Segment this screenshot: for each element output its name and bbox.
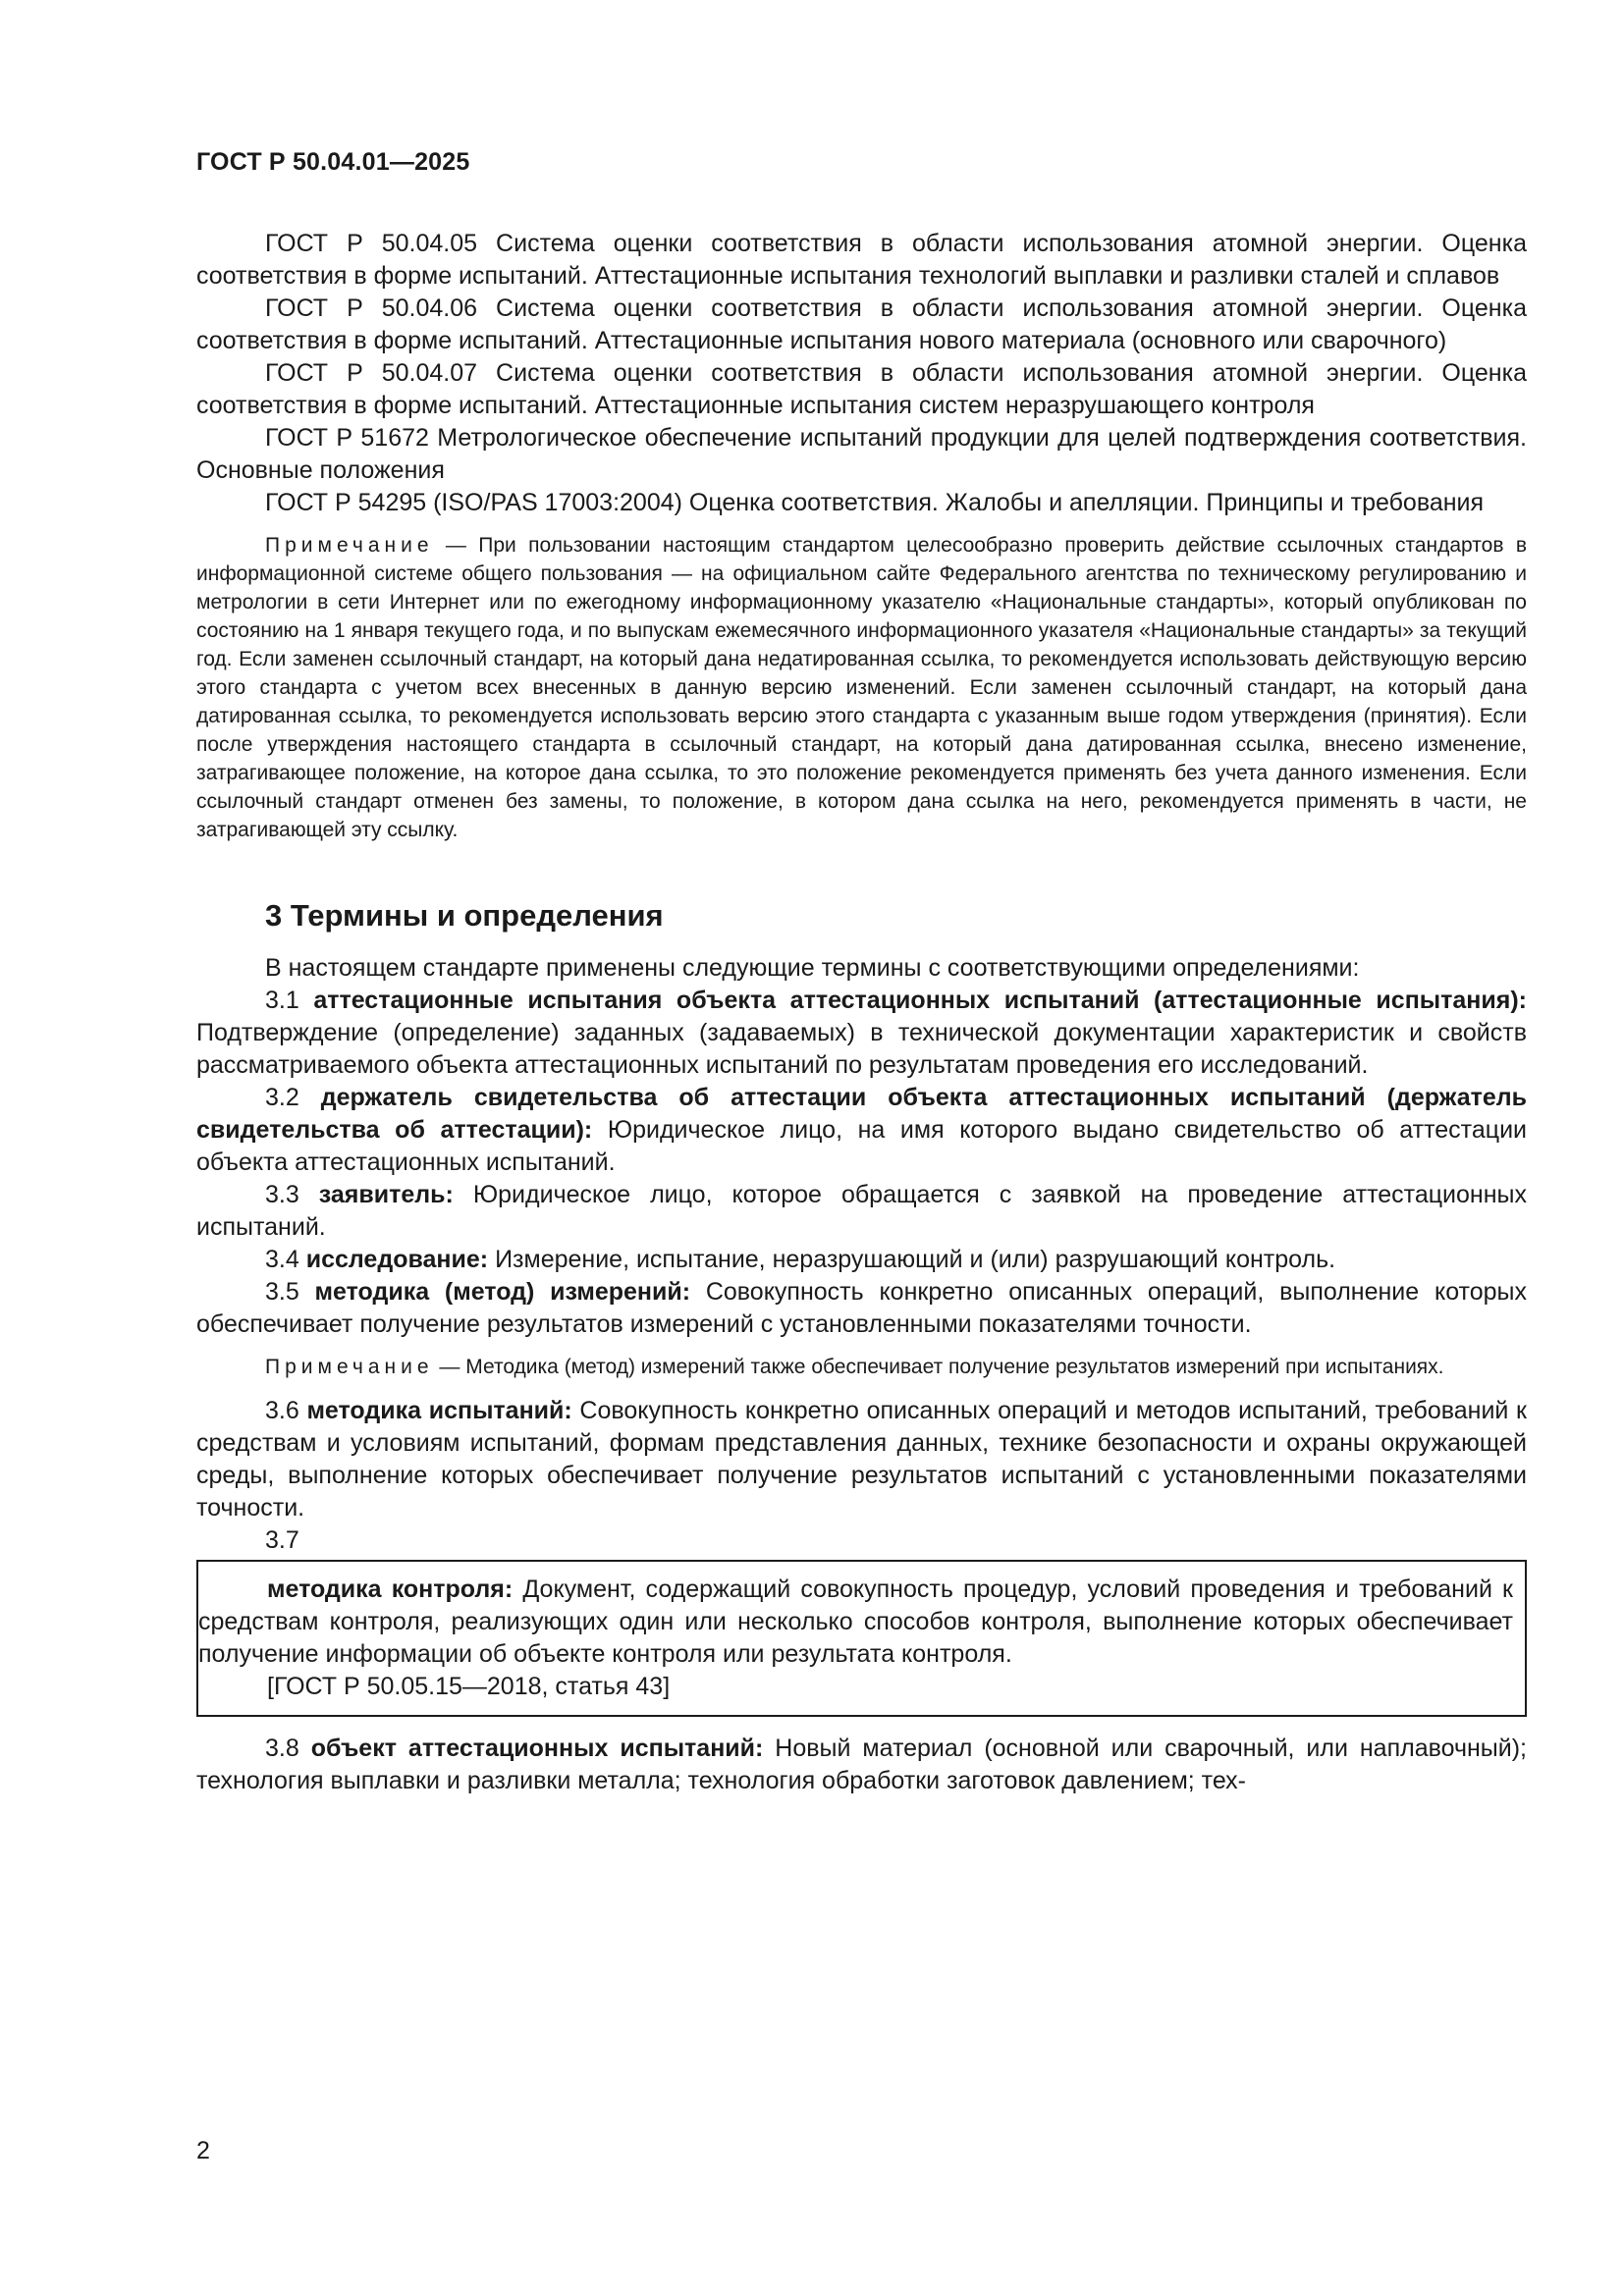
term-name: заявитель:: [318, 1181, 454, 1208]
term-number: 3.1: [265, 987, 314, 1014]
term-source: [ГОСТ Р 50.05.15—2018, статья 43]: [267, 1673, 671, 1700]
term-name: методика испытаний:: [306, 1397, 572, 1424]
term-3-8: [196, 1733, 1527, 1797]
note-label: Примечание: [265, 1356, 434, 1378]
term-definition: Юридическое лицо, на имя которого выдано свидетельство об аттестации объекта аттестационных испытаний.: [196, 1116, 1527, 1176]
term-definition: Совокупность конкретно описанных операций и методов испытаний, требований к средствам и условиям испытаний, формам представления данных, технике безопасности и охраны окружающей среды, выполнение которых обеспечивает получение результатов испытаний с установленными показателями точности.: [196, 1397, 1527, 1522]
term-3-6: [196, 1395, 1527, 1524]
note-text: — При пользовании настоящим стандартом целесообразно проверить действие ссылочных стандартов в информационной системе общего пользования — на официальном сайте Федерального агентства по техническому регулированию и метрологии в сети Интернет или по ежегодному информационному указателю «Национальные стандарты», который опубликован по состоянию на 1 января текущего года, и по выпускам ежемесячного информационного указателя «Национальные стандарты» за текущий год. Если заменен ссылочный стандарт, на который дана недатированная ссылка, то рекомендуется использовать действующую версию этого стандарта с учетом всех внесенных в данную версию изменений. Если заменен ссылочный стандарт, на который дана датированная ссылка, то рекомендуется использовать версию этого стандарта с указанным выше годом утверждения (принятия). Если после утверждения настоящего стандарта в ссылочный стандарт, на который дана датированная ссылка, внесено изменение, затрагивающее положение, на которое дана ссылка, то это положение рекомендуется применять без учета данного изменения. Если ссылочный стандарт отменен без замены, то положение, в котором дана ссылка на него, рекомендуется применять в части, не затрагивающей эту ссылку.: [196, 534, 1527, 841]
document-header-code: ГОСТ Р 50.04.01—2025: [196, 148, 470, 176]
section-heading: 3 Термины и определения: [265, 898, 664, 933]
reference-item: ГОСТ Р 51672 Метрологическое обеспечение испытаний продукции для целей подтверждения соответствия. Основные положения: [196, 424, 1527, 484]
term-3-3: [196, 1179, 1527, 1244]
term-number: 3.2: [265, 1084, 321, 1111]
term-3-2: [196, 1082, 1527, 1179]
reference-item: ГОСТ Р 50.04.07 Система оценки соответствия в области использования атомной энергии. Оценка соответствия в форме испытаний. Аттестационные испытания систем неразрушающего контроля: [196, 359, 1527, 419]
term-name: объект аттестационных испытаний:: [310, 1735, 764, 1762]
term-3-1: [196, 985, 1527, 1082]
term-definition: Документ, содержащий совокупность процедур, условий проведения и требований к средствам контроля, реализующих один или несколько способов контроля, выполнение которых обеспечивает получение информации об объекте контроля или результата контроля.: [198, 1575, 1513, 1668]
reference-item: ГОСТ Р 54295 (ISO/PAS 17003:2004) Оценка соответствия. Жалобы и апелляции. Принципы и требования: [265, 489, 1485, 516]
term-number: 3.8: [265, 1735, 311, 1762]
section-intro: В настоящем стандарте применены следующие термины с соответствующими определениями:: [265, 954, 1360, 982]
term-3-4: [196, 1244, 1527, 1276]
term-name: аттестационные испытания объекта аттестационных испытаний (аттестационные испытания):: [313, 987, 1527, 1014]
note-references: [196, 531, 1527, 844]
term-name: держатель свидетельства об аттестации объекта аттестационных испытаний (держатель свидетельства об аттестации):: [196, 1084, 1527, 1144]
term-name: исследование:: [305, 1246, 489, 1273]
term-3-7-box: [196, 1560, 1527, 1717]
term-number-3-7: 3.7: [265, 1526, 299, 1554]
term-definition: Совокупность конкретно описанных операций, выполнение которых обеспечивает получение результатов измерений с установленными показателями точности.: [196, 1278, 1527, 1338]
term-3-7: [198, 1574, 1513, 1671]
note-label: Примечание: [265, 534, 434, 557]
term-3-5: [196, 1276, 1527, 1341]
term-number: 3.4: [265, 1246, 306, 1273]
term-definition: Подтверждение (определение) заданных (задаваемых) в технической документации характеристик и свойств рассматриваемого объекта аттестационных испытаний по результатам проведения его исследований.: [196, 1019, 1527, 1079]
term-definition: Новый материал (основной или сварочный, или наплавочный); технология выплавки и разливки металла; технология обработки заготовок давлением; тех-: [196, 1735, 1528, 1794]
term-number: 3.3: [265, 1181, 319, 1208]
document-page: [196, 147, 1527, 1797]
term-number: 3.5: [265, 1278, 315, 1306]
term-definition: Юридическое лицо, которое обращается с заявкой на проведение аттестационных испытаний.: [196, 1181, 1527, 1241]
reference-item: ГОСТ Р 50.04.06 Система оценки соответствия в области использования атомной энергии. Оценка соответствия в форме испытаний. Аттестационные испытания нового материала (основного или сварочного): [196, 294, 1527, 354]
note-text: — Методика (метод) измерений также обеспечивает получение результатов измерений при испытаниях.: [433, 1356, 1444, 1378]
term-name: методика (метод) измерений:: [314, 1278, 691, 1306]
term-number: 3.6: [265, 1397, 307, 1424]
term-name: методика контроля:: [267, 1575, 514, 1603]
page-number: 2: [196, 2137, 210, 2164]
note-term-3-5: [196, 1353, 1527, 1381]
term-definition: Измерение, испытание, неразрушающий и (или) разрушающий контроль.: [488, 1246, 1336, 1273]
reference-item: ГОСТ Р 50.04.05 Система оценки соответствия в области использования атомной энергии. Оценка соответствия в форме испытаний. Аттестационные испытания технологий выплавки и разливки сталей и сплавов: [196, 230, 1527, 290]
